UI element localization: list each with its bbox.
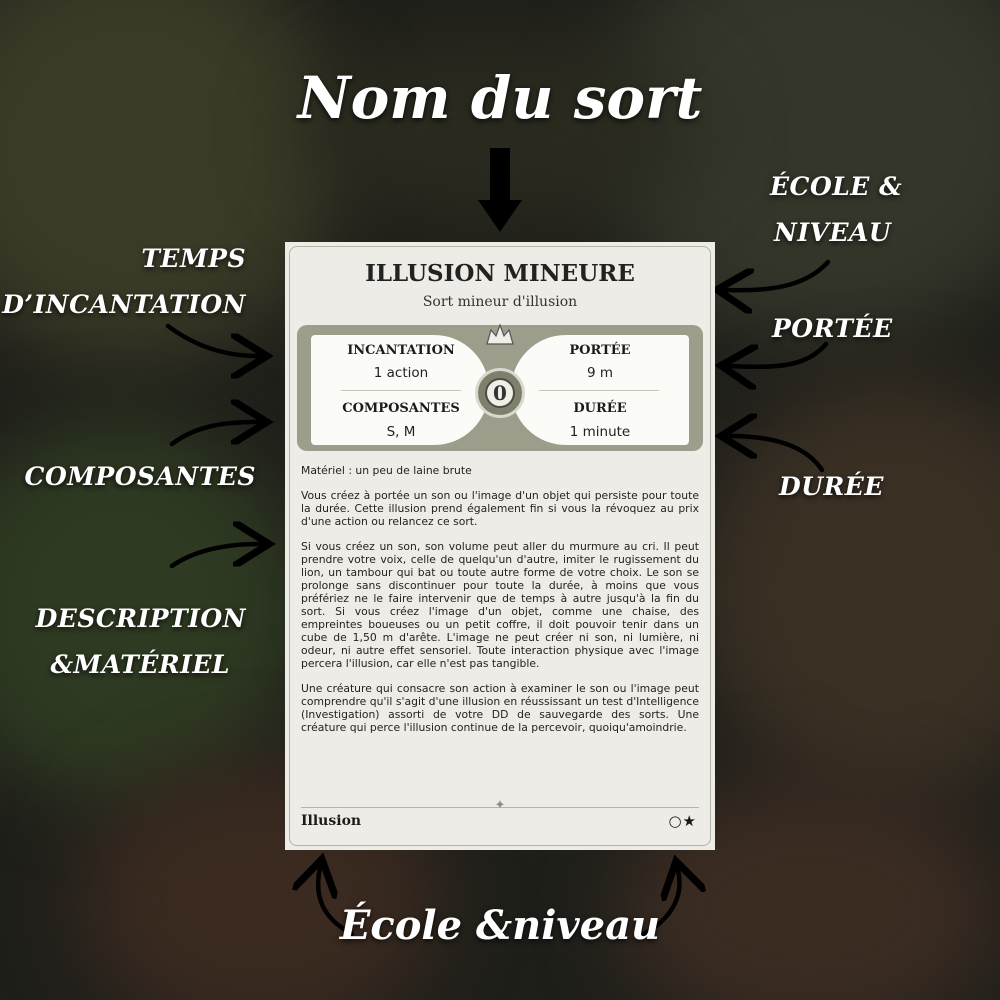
casting-time-label-1: TEMPS (141, 244, 246, 273)
range-label: PORTÉE (772, 314, 893, 343)
casting-time-label-2: D’INCANTATION (2, 290, 246, 319)
left-divider (341, 390, 461, 391)
components-arrow-top (172, 422, 258, 444)
level-badge: 0 (485, 378, 515, 408)
card-title: ILLUSION MINEURE (365, 260, 635, 287)
school-level-label-top-2: NIVEAU (774, 218, 892, 247)
title-arrow (478, 148, 522, 232)
casting-heading: INCANTATION (347, 343, 455, 358)
footer-level-icons: ○★ (668, 812, 697, 830)
material-text: Matériel : un peu de laine brute (301, 464, 472, 477)
duration-value: 1 minute (569, 424, 631, 440)
duration-arrow (730, 436, 822, 470)
casting-time-arrow (168, 326, 258, 356)
range-heading: PORTÉE (569, 343, 631, 358)
school-level-arrow-top (726, 262, 828, 290)
description-label-1: DESCRIPTION (35, 604, 246, 633)
right-divider (539, 390, 659, 391)
card-subtitle: Sort mineur d'illusion (422, 294, 578, 310)
spell-card (285, 242, 715, 850)
footer-school: Illusion (301, 813, 362, 829)
sparkle-icon: ✦ (494, 798, 506, 813)
school-level-label-bottom: École &niveau (339, 902, 661, 949)
components-heading: COMPOSANTES (342, 401, 460, 416)
components-arrow-bottom (172, 544, 260, 566)
school-level-label-top-1: ÉCOLE & (770, 172, 903, 201)
range-arrow (730, 344, 826, 367)
components-value: S, M (386, 424, 416, 440)
casting-value: 1 action (373, 365, 429, 381)
range-value: 9 m (586, 365, 614, 381)
crest-icon (485, 322, 515, 348)
spell-description (301, 464, 699, 746)
description-label-2: &MATÉRIEL (50, 650, 230, 679)
components-label: COMPOSANTES (24, 462, 256, 491)
duration-label: DURÉE (779, 472, 884, 501)
duration-heading: DURÉE (573, 401, 627, 416)
level-medallion (475, 368, 525, 418)
spell-name-label: Nom du sort (297, 64, 703, 132)
description-paragraph: Si vous créez un son, son volume peut aller du murmure au cri. Il peut prendre votre voix, celle de quelqu'un d'autre, imiter le rugissement du lion, un tambour qui bat ou toute autre forme de votre choix. Le son se prolonge sans discontinuer pour toute la durée, à moins que vous préfériez ne le faire intervenir que de temps à autre jusqu'à la fin du sort. Si vous créez l'image d'un objet, comme une chaise, des empreintes boueuses ou un petit coffre, il doit pouvoir tenir dans un cube de 1,50 m d'arête. L'image ne peut créer ni son, ni lumière, ni odeur, ni autre effet sensoriel. Toute interaction physique avec l'image percera l'illusion, car elle n'est pas tangible. (301, 540, 699, 670)
description-paragraph: Une créature qui consacre son action à examiner le son ou l'image peut comprendre qu'il s'agit d'une illusion en réussissant un test d'Intelligence (Investigation) assorti de votre DD de sauvegarde des sorts. Une créature qui perce l'illusion continue de la percevoir, quoiqu'amoindrie. (301, 682, 699, 734)
description-paragraph: Vous créez à portée un son ou l'image d'un objet qui persiste pour toute la durée. Cette illusion prend également fin si vous la révoquez au prix d'une action ou relancez ce sort. (301, 489, 699, 528)
